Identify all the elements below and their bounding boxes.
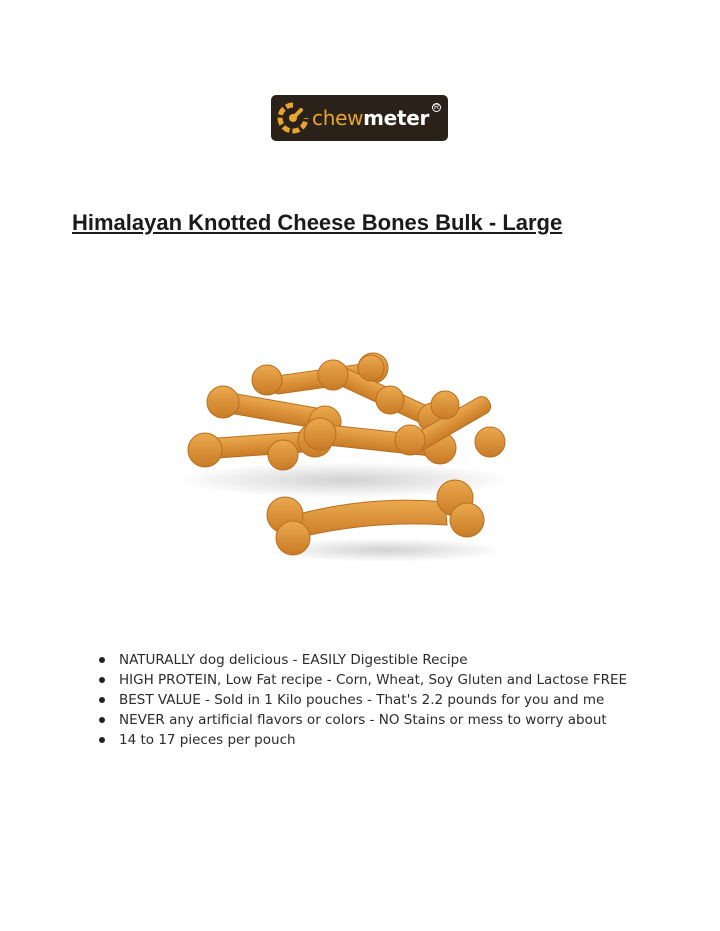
list-item [96, 730, 636, 750]
list-item [96, 670, 636, 690]
bullet-icon [99, 717, 105, 723]
bullet-icon [99, 677, 105, 683]
registered-mark: R [433, 104, 440, 111]
list-item-text: BEST VALUE - Sold in 1 Kilo pouches - That's 2.2 pounds for you and me [119, 692, 605, 708]
product-photo [175, 330, 525, 590]
logo-wordmark-chew: chew [312, 106, 364, 130]
bullet-icon [99, 737, 105, 743]
list-item [96, 650, 636, 670]
bullet-icon [99, 657, 105, 663]
feature-list [96, 650, 636, 750]
list-item-text: NEVER any artificial flavors or colors - NO Stains or mess to worry about [119, 712, 607, 728]
page-title: Himalayan Knotted Cheese Bones Bulk - Large [72, 210, 563, 235]
list-item-text: HIGH PROTEIN, Low Fat recipe - Corn, Wheat, Soy Gluten and Lactose FREE [119, 672, 628, 688]
chewmeter-logo [271, 95, 448, 141]
logo-wordmark [312, 105, 429, 131]
chewmeter-gauge-icon [277, 102, 309, 134]
list-item-text: NATURALLY dog delicious - EASILY Digestible Recipe [119, 652, 468, 668]
list-item [96, 690, 636, 710]
list-item [96, 710, 636, 730]
logo-wordmark-meter: meter [363, 106, 430, 130]
bullet-icon [99, 697, 105, 703]
list-item-text: 14 to 17 pieces per pouch [119, 732, 296, 748]
